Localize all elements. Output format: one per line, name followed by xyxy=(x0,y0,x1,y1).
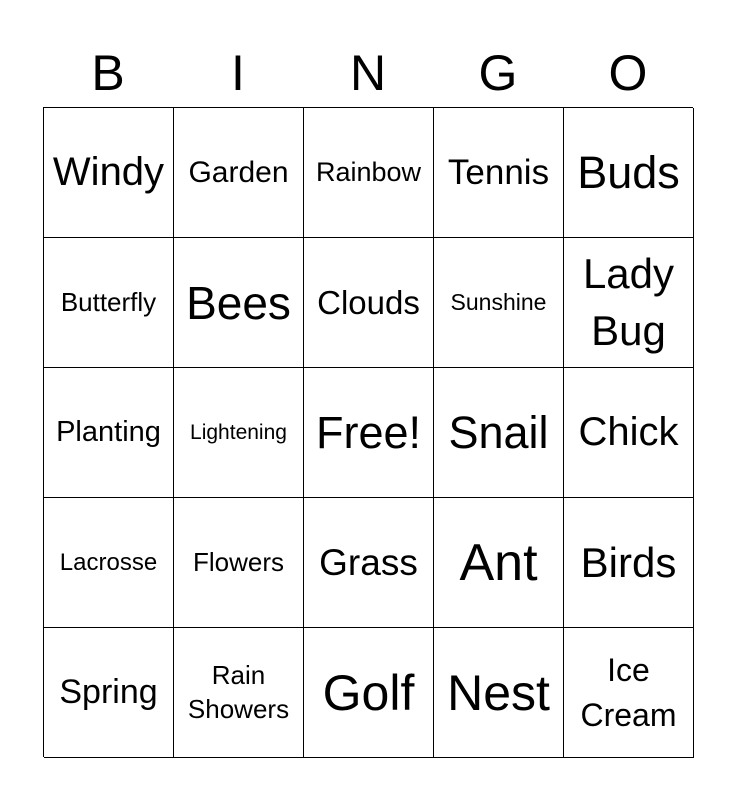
bingo-cell[interactable] xyxy=(174,108,304,238)
bingo-cell[interactable] xyxy=(434,368,564,498)
bingo-cell[interactable] xyxy=(304,628,434,758)
cell-label: Butterfly xyxy=(60,287,157,317)
bingo-cell[interactable] xyxy=(434,498,564,628)
cell-label: Birds xyxy=(580,538,677,586)
header-letter-b: B xyxy=(91,45,125,101)
bingo-cell[interactable] xyxy=(434,238,564,368)
header-letter-i: I xyxy=(231,45,245,101)
bingo-cell[interactable] xyxy=(44,238,174,368)
cell-label: Chick xyxy=(578,410,679,454)
cell-label: Tennis xyxy=(447,152,550,192)
cell-label: Spring xyxy=(59,673,158,711)
bingo-cell[interactable] xyxy=(564,498,694,628)
bingo-cell[interactable] xyxy=(44,628,174,758)
cell-label: Golf xyxy=(322,664,415,721)
cell-label: Buds xyxy=(577,146,680,198)
cell-label: Lacrosse xyxy=(59,548,158,576)
cell-label: Clouds xyxy=(317,283,420,321)
bingo-cell[interactable] xyxy=(304,498,434,628)
header-letter-n: N xyxy=(349,45,387,101)
cell-label: Sunshine xyxy=(450,289,547,315)
cell-label: Lady Bug xyxy=(582,249,675,354)
bingo-cell[interactable] xyxy=(304,238,434,368)
header-letter-o: O xyxy=(608,45,648,101)
bingo-cell[interactable] xyxy=(564,368,694,498)
cell-label: Bees xyxy=(186,276,291,329)
bingo-cell[interactable] xyxy=(434,628,564,758)
cell-label: Flowers xyxy=(192,547,284,577)
bingo-cell[interactable] xyxy=(564,628,694,758)
cell-label: Grass xyxy=(319,541,418,583)
bingo-cell[interactable] xyxy=(304,108,434,238)
cell-label: Garden xyxy=(188,155,289,189)
bingo-board xyxy=(43,107,693,757)
bingo-cell[interactable] xyxy=(44,108,174,238)
bingo-cell[interactable] xyxy=(564,238,694,368)
cell-label: Rainbow xyxy=(315,157,422,187)
header-letter-g: G xyxy=(478,45,518,101)
cell-label: Ant xyxy=(459,533,538,592)
bingo-cell[interactable] xyxy=(174,368,304,498)
bingo-cell[interactable] xyxy=(174,628,304,758)
cell-label: Free! xyxy=(315,406,422,458)
cell-label: Ice Cream xyxy=(580,651,677,733)
bingo-cell[interactable] xyxy=(564,108,694,238)
bingo-cell[interactable] xyxy=(174,238,304,368)
bingo-cell[interactable] xyxy=(434,108,564,238)
bingo-cell[interactable] xyxy=(44,498,174,628)
cell-label: Snail xyxy=(448,406,549,458)
bingo-cell[interactable] xyxy=(304,368,434,498)
cell-label: Rain Showers xyxy=(187,659,290,724)
bingo-header xyxy=(43,40,693,106)
cell-label: Windy xyxy=(52,150,165,194)
bingo-cell[interactable] xyxy=(174,498,304,628)
cell-label: Nest xyxy=(447,664,550,721)
cell-label: Planting xyxy=(56,416,161,448)
bingo-cell[interactable] xyxy=(44,368,174,498)
cell-label: Lightening xyxy=(190,420,287,444)
